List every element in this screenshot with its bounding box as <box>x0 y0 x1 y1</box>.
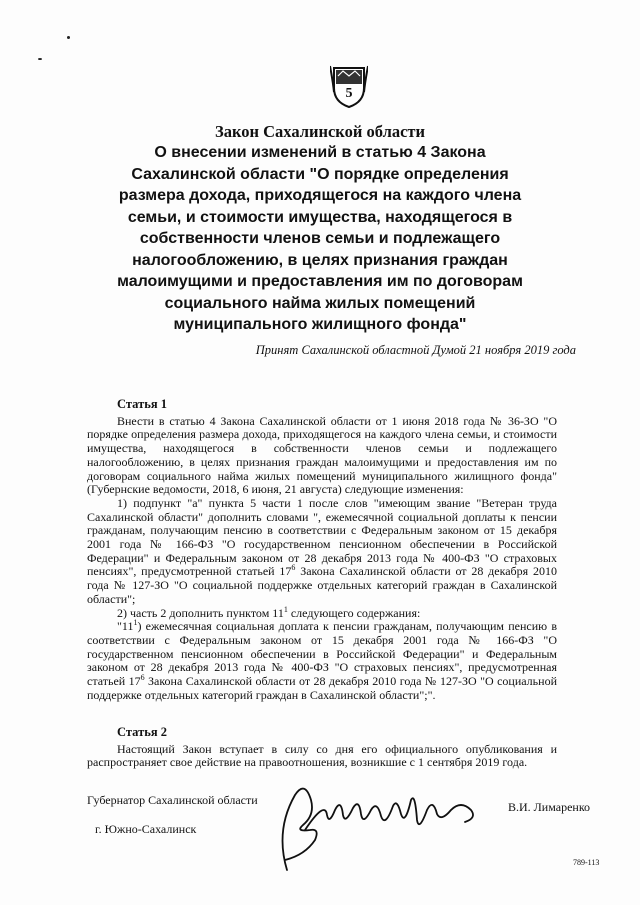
document-code: 789-113 <box>573 858 600 867</box>
governor-name: В.И. Лимаренко <box>508 800 591 814</box>
article-1-intro: Внести в статью 4 Закона Сахалинской области от 1 июня 2018 года № 36-ЗО "О порядке определения размера дохода, приходящегося на каждого члена семьи, и стоимости имущества, находящегося в собственности членов семьи и подлежащего налогообложению, в целях признания граждан малоимущими и предоставления им по договорам социального найма жилых помещений муниципального жилищного фонда" (Губернские ведомости, 2018, 6 июня, 21 августа) следующие изменения: <box>87 413 557 497</box>
signature-image <box>265 770 495 880</box>
article-1 <box>87 398 557 702</box>
article-1-item-2: 2) часть 2 дополнить пунктом $11^1$ следующего содержания: <box>117 604 421 620</box>
law-subtitle-line: семьи, и стоимости имущества, находящегося в <box>127 208 513 226</box>
law-subtitle-line: налогообложению, в целях признания граждан <box>132 251 508 269</box>
adoption-note: Принят Сахалинской областной Думой 21 ноября 2019 года <box>255 343 576 357</box>
article-1-new-clause: "$11^1$) ежемесячная социальная доплата к пенсии гражданам, получающим пенсию в соответствии с Федеральным законом от 15 декабря 2001 года № 166-ФЗ "О государственном пенсионном обеспечении в Российской Федерации" и Федеральным законом от 28 декабря 2013 года № 400-ФЗ "О страховых пенсиях", предусмотренная статьей $17^6$ Закона Сахалинской области от 28 декабря 2010 года № 127-ЗО "О социальной поддержке отдельных категорий граждан в Сахалинской области";". <box>87 618 557 702</box>
article-2 <box>87 726 557 770</box>
law-subtitle-line: муниципального жилищного фонда" <box>173 316 467 333</box>
article-1-item-1: 1) подпункт "а" пункта 5 части 1 после слов "имеющим звание "Ветеран труда Сахалинской области" дополнить словами ", ежемесячной социальной доплаты к пенсии гражданам, получающим пенсию в соответствии с Федеральным законом от 15 декабря 2001 года № 166-ФЗ "О государственном пенсионном обеспечении в Российской Федерации" и Федеральным законом от 28 декабря 2013 года № 400-ФЗ "О страховых пенсиях", предусмотренной статьей $17^6$ Закона Сахалинской области от 28 декабря 2010 года № 127-ЗО "О социальной поддержке отдельных категорий граждан в Сахалинской области"; <box>87 495 557 606</box>
article-2-heading: Статья 2 <box>117 725 167 739</box>
law-subtitle-line: малоимущими и предоставления им по договорам <box>117 273 523 290</box>
scan-speck <box>67 36 70 39</box>
law-subtitle-line: О внесении изменений в статью 4 Закона <box>154 144 486 161</box>
article-2-text: Настоящий Закон вступает в силу со дня его официального опубликования и распространяет свое действие на правоотношения, возникшие с 1 сентября 2019 года. <box>87 741 557 770</box>
title-block <box>80 122 560 336</box>
law-subtitle-line: размера дохода, приходящегося на каждого члена <box>118 187 522 204</box>
governor-title: Губернатор Сахалинской области <box>87 793 258 807</box>
coat-of-arms-icon <box>330 62 368 108</box>
law-subtitle-line: Сахалинской области "О порядке определения <box>131 165 509 183</box>
law-subtitle-line: собственности членов семьи и подлежащего <box>139 230 501 247</box>
scan-speck <box>38 58 42 60</box>
law-title: Закон Сахалинской области <box>214 122 426 141</box>
svg-text:5: 5 <box>345 86 353 101</box>
article-1-heading: Статья 1 <box>117 397 167 411</box>
law-subtitle-line: социального найма жилых помещений <box>164 294 476 312</box>
city: г. Южно-Сахалинск <box>95 822 197 836</box>
